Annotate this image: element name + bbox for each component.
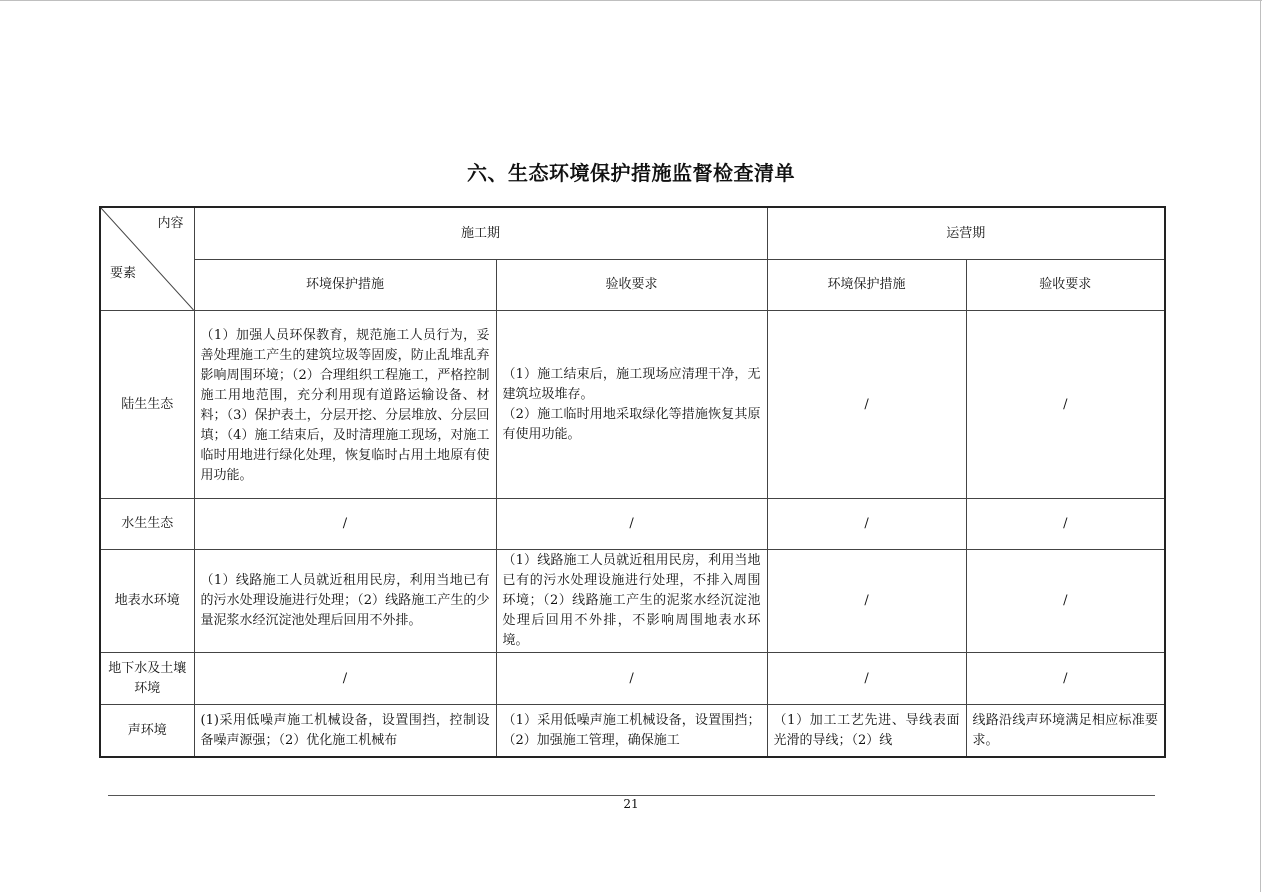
- construction-acceptance-cell: [496, 311, 767, 499]
- diagonal-header-cell: [100, 207, 194, 311]
- operation-measures-header: 环境保护措施: [767, 260, 966, 311]
- operation-acceptance-cell: /: [966, 311, 1165, 499]
- construction-acceptance-cell: （1）线路施工人员就近租用民房，利用当地已有的污水处理设施进行处理，不排入周围环境；（2）线路施工产生的泥浆水经沉淀池处理后回用不外排，不影响周围地表水环境。: [496, 550, 767, 653]
- page-border-right: [1260, 0, 1261, 892]
- element-cell: 水生生态: [100, 499, 194, 550]
- operation-acceptance-cell: 线路沿线声环境满足相应标准要求。: [966, 705, 1165, 758]
- acceptance-item-2: （2）施工临时用地采取绿化等措施恢复其原有使用功能。: [502, 406, 761, 442]
- supervision-checklist-table: [99, 206, 1166, 758]
- table-row-surface-water: [100, 550, 1165, 653]
- operation-measures-cell: /: [767, 499, 966, 550]
- table-header-row: [100, 207, 1165, 260]
- content-label: 内容: [157, 216, 184, 231]
- operation-measures-cell: /: [767, 311, 966, 499]
- operation-measures-cell: /: [767, 550, 966, 653]
- operation-period-header: 运营期: [767, 207, 1165, 260]
- construction-acceptance-header: 验收要求: [496, 260, 767, 311]
- operation-acceptance-cell: /: [966, 653, 1165, 705]
- operation-measures-cell: /: [767, 653, 966, 705]
- element-cell: 陆生生态: [100, 311, 194, 499]
- table-row-acoustic: [100, 705, 1165, 758]
- operation-acceptance-cell: /: [966, 499, 1165, 550]
- construction-acceptance-cell: /: [496, 499, 767, 550]
- acceptance-item-1: （1）施工结束后，施工现场应清理干净，无建筑垃圾堆存。: [502, 366, 761, 402]
- table-subheader-row: [100, 260, 1165, 311]
- element-label: 要素: [110, 266, 137, 281]
- operation-acceptance-header: 验收要求: [966, 260, 1165, 311]
- construction-measures-cell: （1）加强人员环保教育，规范施工人员行为，妥善处理施工产生的建筑垃圾等固废，防止乱堆乱弃影响周围环境；（2）合理组织工程施工，严格控制施工用地范围，充分利用现有道路运输设备、材料；（3）保护表土，分层开挖、分层堆放、分层回填；（4）施工结束后，及时清理施工现场，对施工临时用地进行绿化处理，恢复临时占用土地原有使用功能。: [194, 311, 496, 499]
- construction-measures-cell: /: [194, 653, 496, 705]
- page-title: 六、生态环境保护措施监督检查清单: [467, 161, 795, 185]
- construction-measures-header: 环境保护措施: [194, 260, 496, 311]
- element-cell: 地下水及土壤环境: [100, 653, 194, 705]
- page-number: 21: [623, 797, 639, 811]
- construction-measures-cell: (1)采用低噪声施工机械设备，设置围挡，控制设备噪声源强；（2）优化施工机械布: [194, 705, 496, 758]
- table-row-groundwater-soil: [100, 653, 1165, 705]
- construction-measures-cell: /: [194, 499, 496, 550]
- footer-divider: [108, 795, 1155, 796]
- construction-period-header: 施工期: [194, 207, 767, 260]
- construction-acceptance-cell: （1）采用低噪声施工机械设备，设置围挡；（2）加强施工管理，确保施工: [496, 705, 767, 758]
- operation-acceptance-cell: /: [966, 550, 1165, 653]
- table-row-land-ecology: [100, 311, 1165, 499]
- element-cell: 地表水环境: [100, 550, 194, 653]
- table-row-aquatic-ecology: [100, 499, 1165, 550]
- page-border-top: [0, 0, 1262, 1]
- construction-acceptance-cell: /: [496, 653, 767, 705]
- element-cell: 声环境: [100, 705, 194, 758]
- construction-measures-cell: （1）线路施工人员就近租用民房，利用当地已有的污水处理设施进行处理；（2）线路施工产生的少量泥浆水经沉淀池处理后回用不外排。: [194, 550, 496, 653]
- operation-measures-cell: （1）加工工艺先进、导线表面光滑的导线；（2）线: [767, 705, 966, 758]
